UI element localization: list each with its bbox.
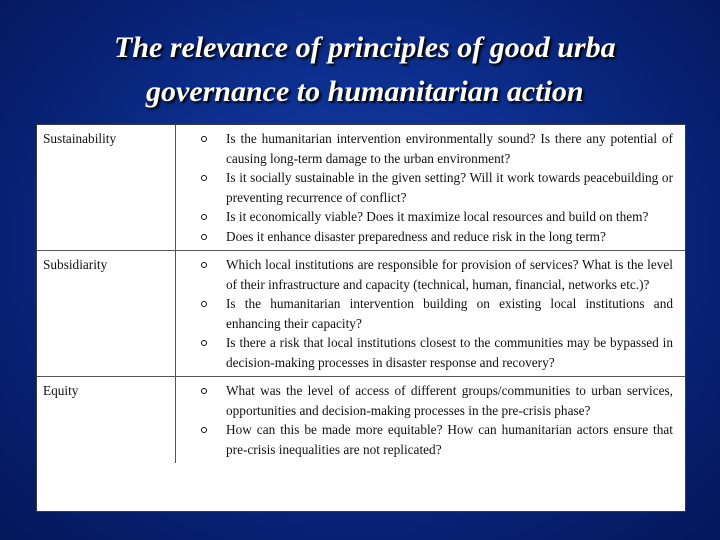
table-row-subsidiarity xyxy=(37,251,685,377)
bullet-icon xyxy=(201,136,207,142)
list-item: Is it socially sustainable in the given setting? Will it work towards peacebuilding or preventing recurrence of conflict? xyxy=(176,168,673,207)
question-list xyxy=(176,255,673,372)
list-item: Is it economically viable? Does it maximize local resources and build on them? xyxy=(176,207,673,227)
row-category: Subsidiarity xyxy=(37,251,176,377)
list-item: Is there a risk that local institutions closest to the communities may be bypassed in decision-making processes in disaster response and recovery? xyxy=(176,333,673,372)
bullet-icon xyxy=(201,427,207,433)
bullet-icon xyxy=(201,388,207,394)
bullet-icon xyxy=(201,301,207,307)
list-item: Does it enhance disaster preparedness and reduce risk in the long term? xyxy=(176,227,673,247)
bullet-icon xyxy=(201,214,207,220)
list-item: Which local institutions are responsible for provision of services? What is the level of their infrastructure and capacity (technical, human, financial, networks etc.)? xyxy=(176,255,673,294)
bullet-icon xyxy=(201,340,207,346)
question-list xyxy=(176,129,673,246)
row-category: Sustainability xyxy=(37,125,176,251)
title-line-2: governance to humanitarian action xyxy=(146,75,584,108)
question-list xyxy=(176,381,673,459)
list-item: How can this be made more equitable? How can humanitarian actors ensure that pre-crisis inequalities are not replicated? xyxy=(176,420,673,459)
list-item: Is the humanitarian intervention environmentally sound? Is there any potential of causing long-term damage to the urban environment? xyxy=(176,129,673,168)
table-row-sustainability xyxy=(37,125,685,251)
list-item: Is the humanitarian intervention building on existing local institutions and enhancing their capacity? xyxy=(176,294,673,333)
slide-title xyxy=(0,22,720,112)
title-line-1: The relevance of principles of good urba xyxy=(114,31,616,64)
bullet-icon xyxy=(201,262,207,268)
table-row-equity xyxy=(37,377,685,464)
list-item: What was the level of access of different groups/communities to urban services, opportunities and decision-making processes in the pre-crisis phase? xyxy=(176,381,673,420)
bullet-icon xyxy=(201,234,207,240)
row-category: Equity xyxy=(37,377,176,464)
principles-table xyxy=(36,124,686,512)
bullet-icon xyxy=(201,175,207,181)
